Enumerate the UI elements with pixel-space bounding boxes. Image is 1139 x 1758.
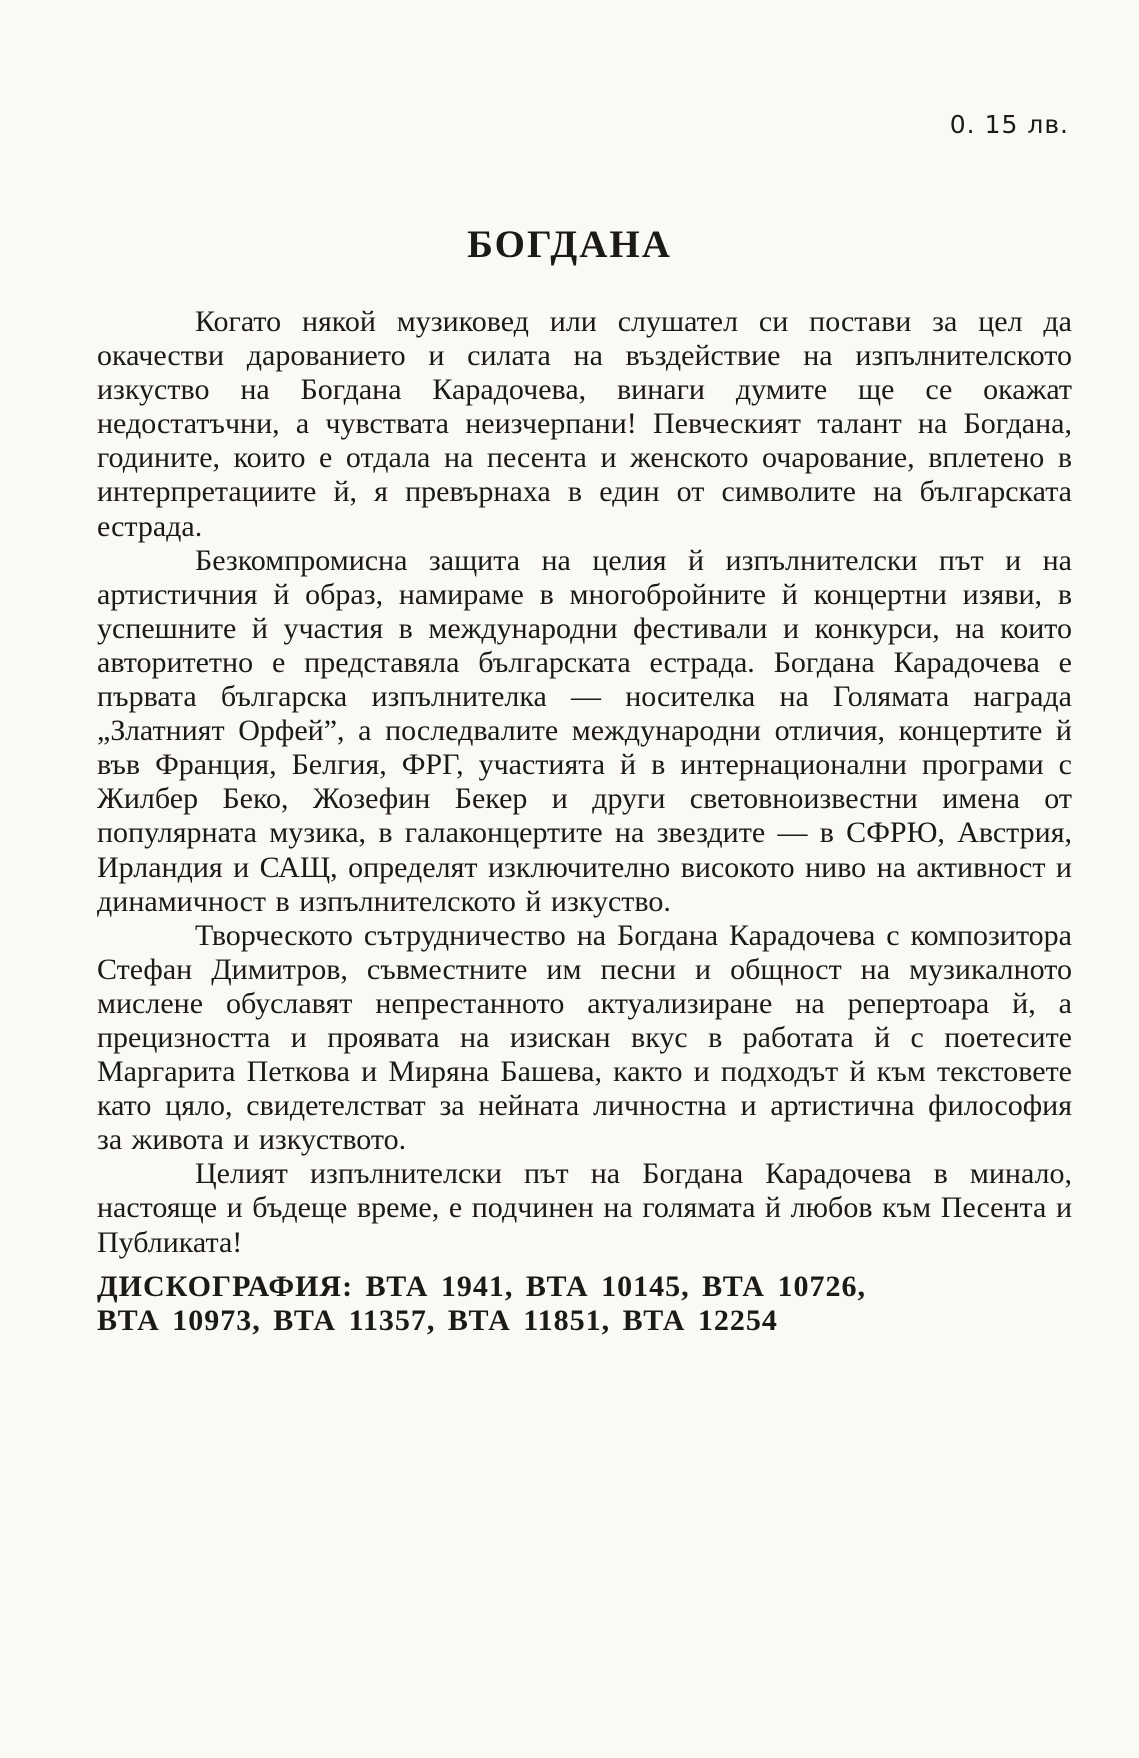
discography-line-2: ВТА 10973, ВТА 11357, ВТА 11851, ВТА 12254 [97, 1303, 778, 1337]
discography-line-1: ДИСКОГРАФИЯ: ВТА 1941, ВТА 10145, ВТА 10726, [97, 1269, 866, 1303]
paragraph-3: Творческото сътрудничество на Богдана Карадочева с композитора Стефан Димитров, съвместните им песни и общност на музикалното мислене обуславят непрестанното актуализиране на репертоара й, а прецизността и проявата на изискан вкус в работата й с поетесите Маргарита Петкова и Миряна Башева, както и подходът й към текстовете като цяло, свидетелстват за нейната личностна и артистична философия за живота и изкуството. [97, 918, 1072, 1157]
paragraph-4: Целият изпълнителски път на Богдана Карадочева в минало, настояще и бъдеще време, е подчинен на голямата й любов към Песента и Публиката! [97, 1157, 1072, 1259]
paragraph-1: Когато някой музиковед или слушател си постави за цел да окачестви дарованието и силата на въздействие на изпълнителското изкуство на Богдана Карадочева, винаги думите ще се окажат недостатъчни, а чувствата неизчерпани! Певческият талант на Богдана, годините, които е отдала на песента и женското очарование, вплетено в интерпретациите й, я превърнаха в един от символите на българската естрада. [97, 305, 1072, 543]
price-label: 0. 15 лв. [949, 110, 1069, 139]
paragraph-2: Безкомпромисна защита на целия й изпълнителски път и на артистичния й образ, намираме в многобройните й концертни изяви, в успешните й участия в международни фестивали и конкурси, на които авторитетно е представяла българската естрада. Богдана Карадочева е първата българска изпълнителка — носителка на Голямата награда „Златният Орфей”, а последвалите международни отличия, концертите й във Франция, Белгия, ФРГ, участията й в интернационални програми с Жилбер Беко, Жозефин Бекер и други световноизвестни имена от популярната музика, в галаконцертите на звездите — в СФРЮ, Австрия, Ирландия и САЩ, определят изключително високото ниво на активност и динамичност в изпълнителското й изкуство. [97, 543, 1072, 918]
article-body [97, 305, 1072, 1338]
discography [97, 1270, 1072, 1338]
page-title: БОГДАНА [467, 223, 672, 266]
